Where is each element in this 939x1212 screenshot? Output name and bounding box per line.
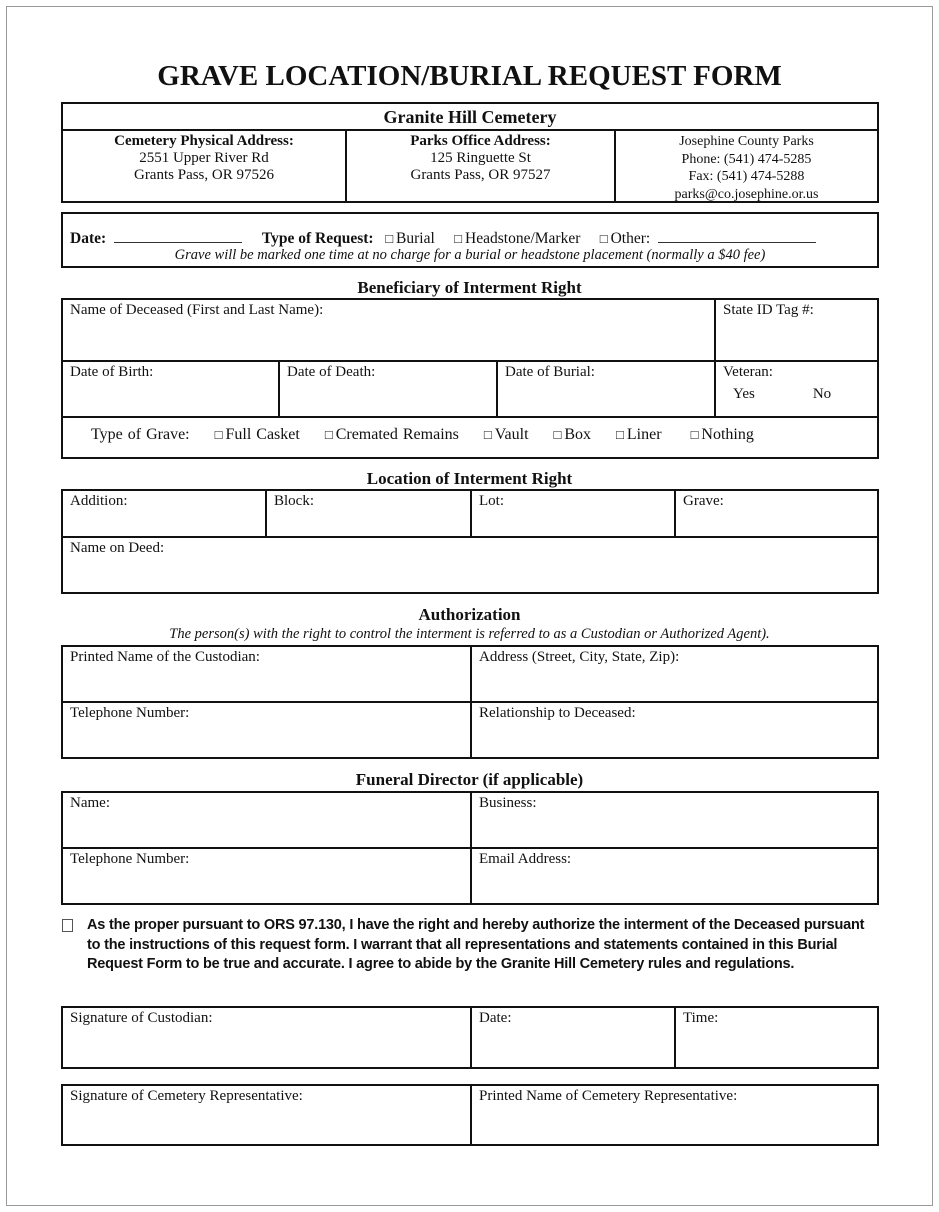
- physical-address-line2: Grants Pass, OR 97526: [133, 167, 274, 183]
- grave-type-label: Type of Grave:: [91, 426, 190, 443]
- option-other: Other:: [610, 230, 651, 247]
- checkbox-cremated[interactable]: □: [324, 427, 333, 442]
- physical-address: [63, 131, 347, 201]
- cemetery-name: Granite Hill Cemetery: [63, 104, 877, 131]
- statement-checkbox[interactable]: [62, 919, 73, 932]
- custodian-signature-box: [61, 1006, 879, 1069]
- checkbox-box[interactable]: □: [553, 427, 562, 442]
- form-title: GRAVE LOCATION/BURIAL REQUEST FORM: [157, 60, 782, 92]
- other-field[interactable]: [658, 228, 816, 243]
- representative-name-field[interactable]: Printed Name of Cemetery Representative:: [479, 1088, 738, 1104]
- date-field[interactable]: [114, 228, 242, 243]
- option-headstone: Headstone/Marker: [465, 230, 581, 247]
- veteran-yes[interactable]: Yes: [733, 386, 755, 402]
- custodian-phone-field[interactable]: Telephone Number:: [63, 703, 472, 757]
- cemetery-info-box: [61, 102, 879, 203]
- veteran-label: Veteran:: [723, 364, 773, 380]
- contact-info: [616, 131, 877, 201]
- veteran-field: [716, 362, 877, 418]
- custodian-name-field[interactable]: Printed Name of the Custodian:: [63, 647, 472, 703]
- checkbox-full-casket[interactable]: □: [214, 427, 223, 442]
- beneficiary-heading: Beneficiary of Interment Right: [357, 278, 582, 297]
- lot-field[interactable]: Lot:: [472, 491, 676, 538]
- office-address-line2: Grants Pass, OR 97527: [410, 167, 551, 183]
- deceased-name-field[interactable]: Name of Deceased (First and Last Name):: [63, 300, 716, 362]
- checkbox-other[interactable]: □: [599, 231, 608, 246]
- checkbox-vault[interactable]: □: [483, 427, 492, 442]
- veteran-no[interactable]: No: [812, 386, 832, 402]
- deed-name-field[interactable]: Name on Deed:: [70, 540, 165, 556]
- contact-email: parks@co.josephine.or.us: [674, 186, 819, 202]
- grave-type-cremated: Cremated Remains: [335, 426, 459, 443]
- authorization-note: The person(s) with the right to control the interment is referred to as a Custodian or Authorized Agent).: [169, 626, 770, 642]
- office-address-label: Parks Office Address:: [410, 133, 551, 149]
- burial-date-field[interactable]: Date of Burial:: [498, 362, 716, 418]
- custodian-address-field[interactable]: Address (Street, City, State, Zip):: [472, 647, 877, 703]
- relationship-field[interactable]: Relationship to Deceased:: [479, 705, 636, 721]
- physical-address-label: Cemetery Physical Address:: [114, 133, 294, 149]
- contact-name: Josephine County Parks: [679, 134, 814, 149]
- funeral-email-field[interactable]: Email Address:: [479, 851, 572, 867]
- contact-fax: Fax: (541) 474-5288: [688, 169, 805, 184]
- checkbox-headstone[interactable]: □: [454, 231, 463, 246]
- authorization-statement: As the proper pursuant to ORS 97.130, I have the right and hereby authorize the interment of the Deceased pursuant to the instructions of this request form. I warrant that all representations and statements contained in this Burial Request Form to be true and accurate. I agree to abide by the Granite Hill Cemetery rules and regulations.: [87, 917, 865, 972]
- request-box: [61, 212, 879, 268]
- dod-field[interactable]: Date of Death:: [280, 362, 498, 418]
- dob-field[interactable]: Date of Birth:: [63, 362, 280, 418]
- grave-type-liner: Liner: [626, 426, 662, 443]
- authorization-heading: Authorization: [418, 605, 521, 624]
- grave-type-row: [63, 424, 877, 446]
- signature-time-field[interactable]: Time:: [683, 1010, 719, 1026]
- funeral-name-field[interactable]: Name:: [63, 793, 472, 849]
- authorization-box: [61, 645, 879, 759]
- addition-field[interactable]: Addition:: [63, 491, 267, 538]
- grave-type-full-casket: Full Casket: [225, 426, 300, 443]
- signature-date-field[interactable]: Date:: [472, 1008, 676, 1067]
- office-address: [347, 131, 616, 201]
- funeral-business-field[interactable]: Business:: [472, 793, 877, 849]
- location-heading: Location of Interment Right: [366, 469, 573, 488]
- beneficiary-box: [61, 298, 879, 459]
- block-field[interactable]: Block:: [267, 491, 472, 538]
- request-note: Grave will be marked one time at no charge for a burial or headstone placement (normally a $40 fee): [174, 247, 766, 263]
- funeral-phone-field[interactable]: Telephone Number:: [63, 849, 472, 903]
- grave-type-box: Box: [564, 426, 592, 443]
- contact-phone: Phone: (541) 474-5285: [681, 151, 812, 167]
- funeral-director-box: [61, 791, 879, 905]
- checkbox-nothing[interactable]: □: [690, 427, 699, 442]
- physical-address-line1: 2551 Upper River Rd: [139, 150, 269, 166]
- custodian-signature-field[interactable]: Signature of Custodian:: [63, 1008, 472, 1067]
- funeral-director-heading: Funeral Director (if applicable): [355, 770, 584, 789]
- state-id-field[interactable]: State ID Tag #:: [716, 300, 877, 362]
- office-address-line1: 125 Ringuette St: [430, 150, 531, 166]
- grave-type-nothing: Nothing: [701, 426, 754, 443]
- type-of-request-label: Type of Request:: [261, 230, 374, 247]
- representative-signature-field[interactable]: Signature of Cemetery Representative:: [63, 1086, 472, 1144]
- location-box: [61, 489, 879, 594]
- checkbox-burial[interactable]: □: [385, 231, 394, 246]
- option-burial: Burial: [396, 230, 435, 247]
- date-label: Date:: [70, 230, 107, 247]
- representative-signature-box: [61, 1084, 879, 1146]
- grave-field[interactable]: Grave:: [676, 491, 877, 538]
- checkbox-liner[interactable]: □: [616, 427, 624, 442]
- grave-type-vault: Vault: [494, 426, 529, 443]
